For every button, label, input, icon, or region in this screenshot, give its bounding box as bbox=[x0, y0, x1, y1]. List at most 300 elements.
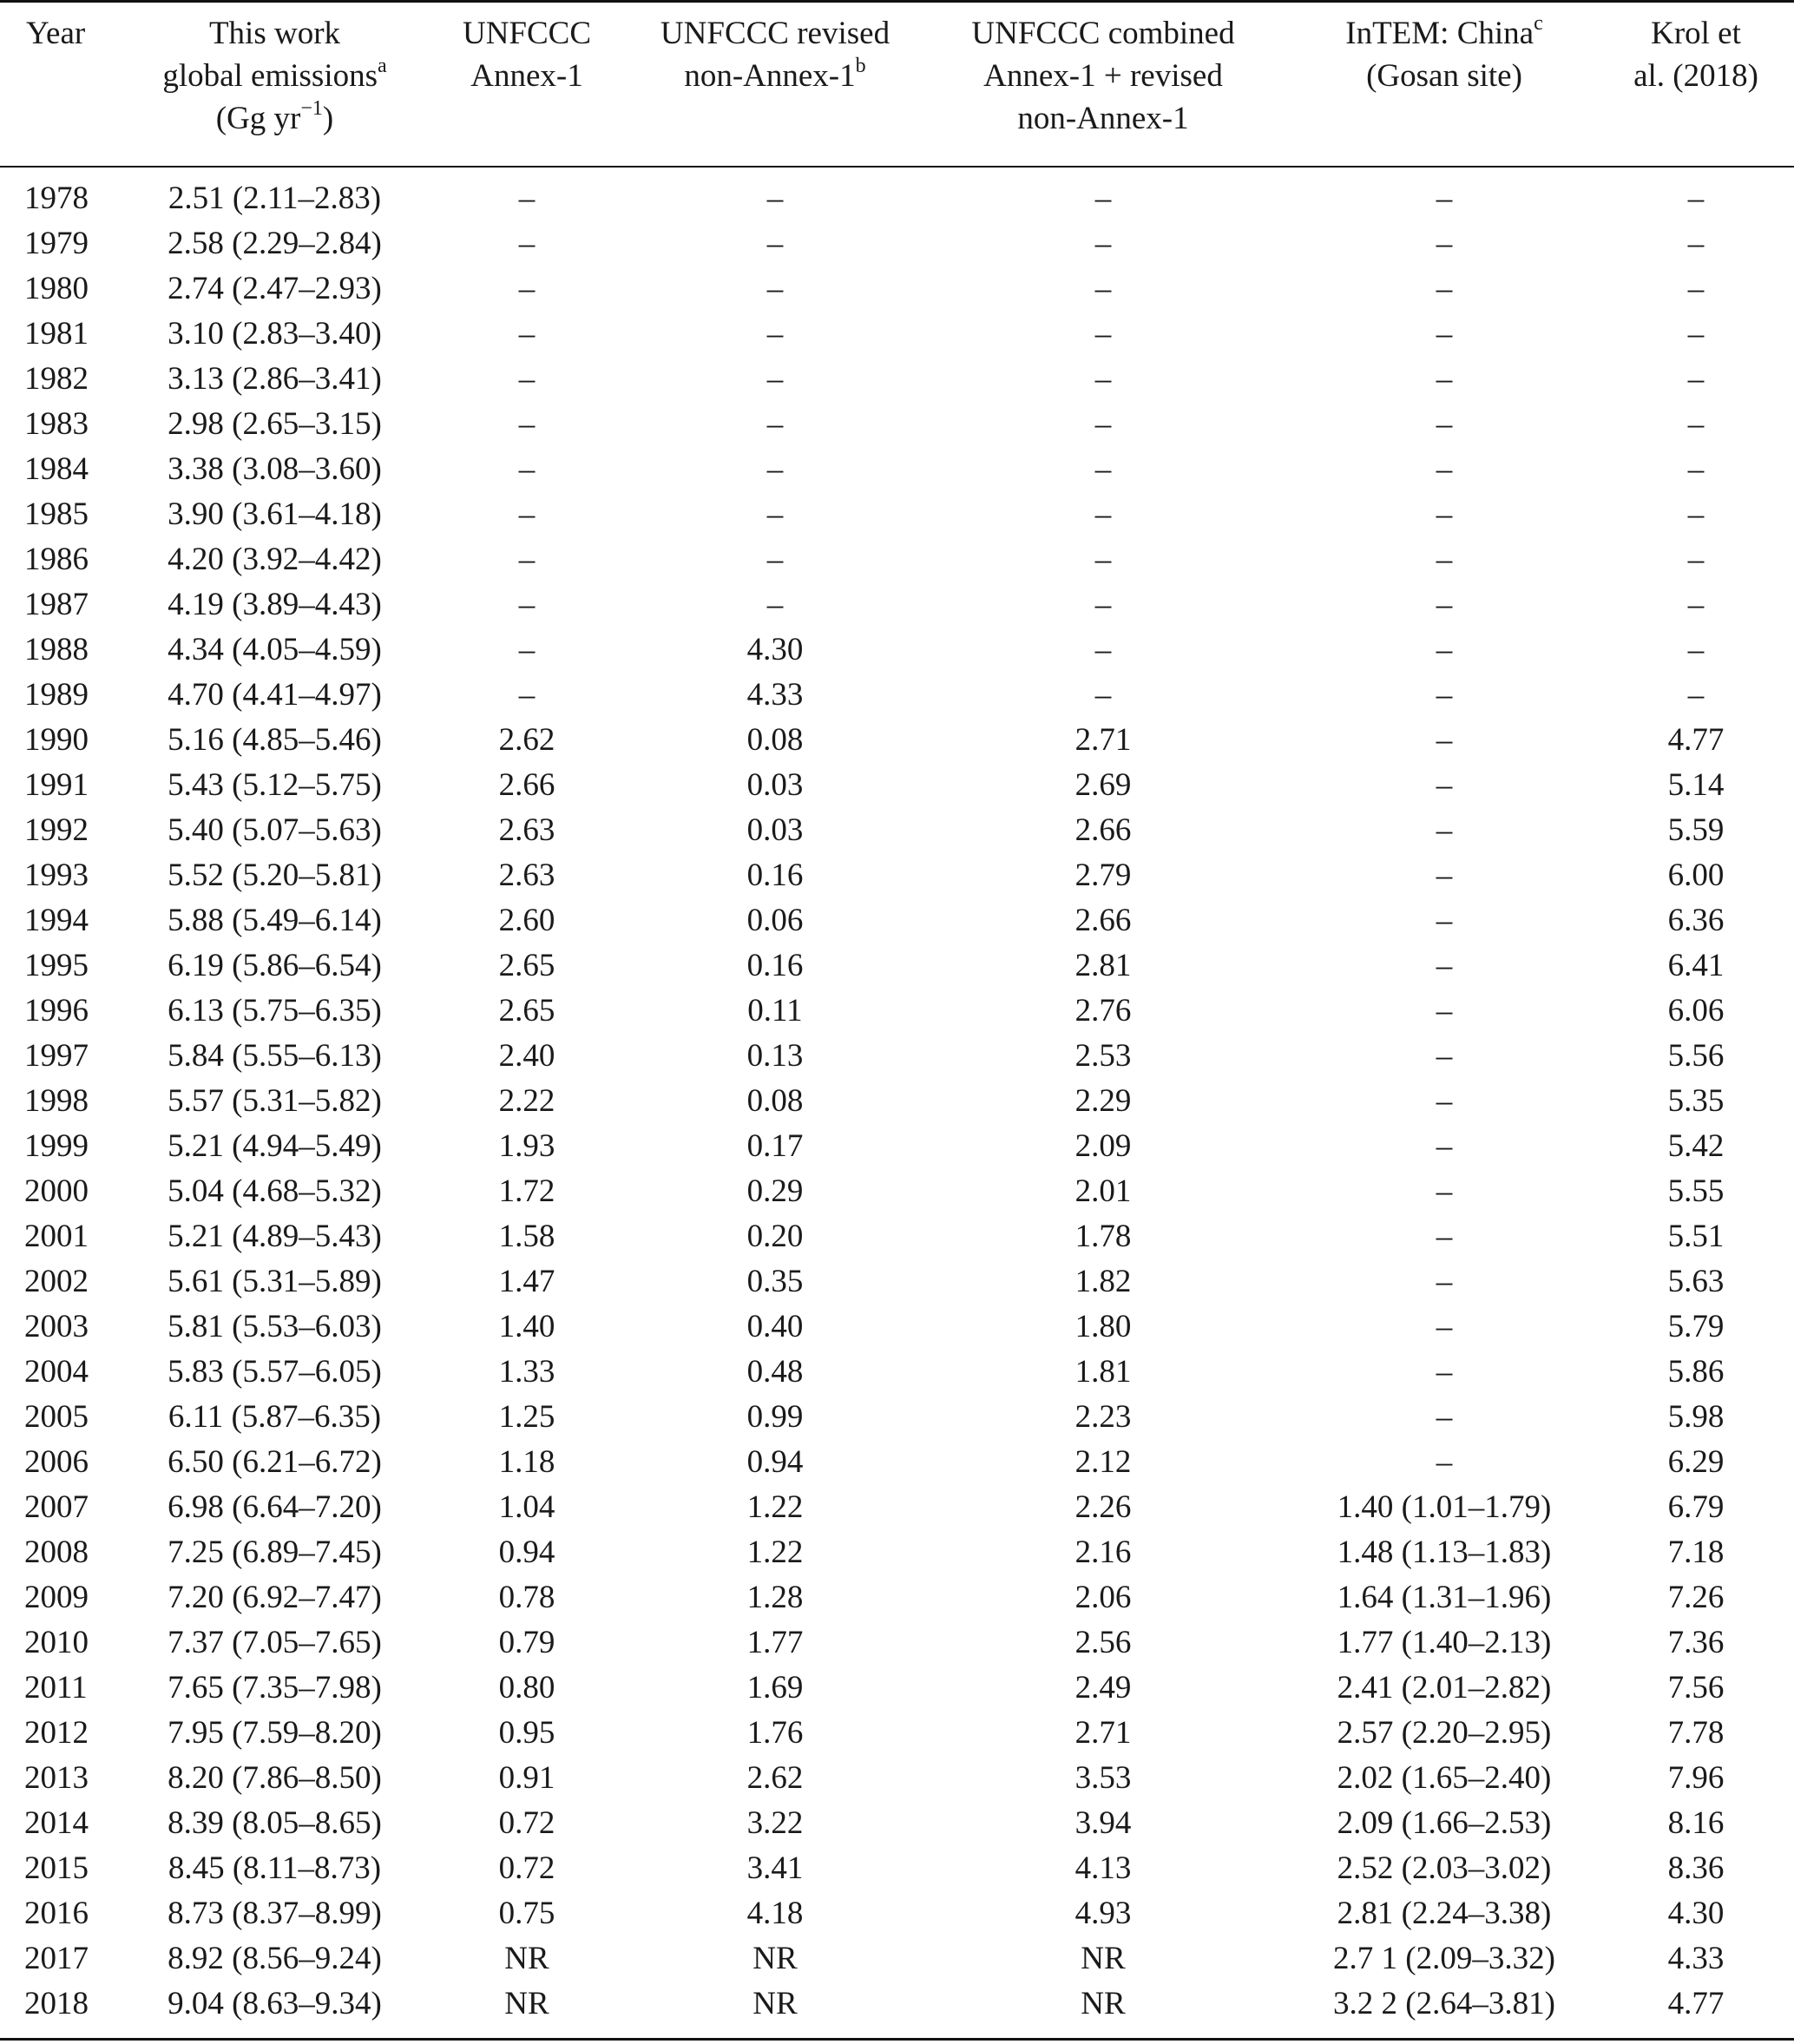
cell-global-emissions: 5.81 (5.53–6.03) bbox=[168, 1309, 382, 1344]
cell-intem-china: – bbox=[1436, 948, 1453, 983]
cell-combined: 3.94 bbox=[1074, 1805, 1132, 1841]
cell-non-annex1: 1.76 bbox=[746, 1715, 804, 1751]
cell-krol: – bbox=[1687, 406, 1705, 442]
cell-krol: 5.55 bbox=[1667, 1173, 1725, 1209]
cell-year: 1983 bbox=[24, 406, 89, 442]
cell-combined: – bbox=[1094, 542, 1112, 577]
cell-year: 2013 bbox=[24, 1760, 89, 1796]
header-intem-line-1 bbox=[1291, 12, 1598, 55]
cell-non-annex1: 3.22 bbox=[746, 1805, 804, 1841]
cell-global-emissions: 5.21 (4.94–5.49) bbox=[168, 1128, 382, 1164]
cell-year: 2010 bbox=[24, 1625, 89, 1660]
cell-annex1: – bbox=[518, 361, 536, 397]
cell-global-emissions: 7.20 (6.92–7.47) bbox=[168, 1580, 382, 1615]
cell-intem-china: – bbox=[1436, 181, 1453, 216]
table-row bbox=[0, 1530, 1794, 1575]
header-nonannex-line-2-text: non-Annex-1 bbox=[684, 58, 856, 94]
cell-krol: – bbox=[1687, 587, 1705, 622]
cell-krol: – bbox=[1687, 181, 1705, 216]
cell-annex1: 0.75 bbox=[498, 1896, 555, 1931]
header-combined-line-1: UNFCCC combined bbox=[971, 16, 1235, 51]
cell-combined: 3.53 bbox=[1074, 1760, 1132, 1796]
cell-year: 2008 bbox=[24, 1535, 89, 1570]
cell-intem-china: – bbox=[1436, 677, 1453, 713]
cell-non-annex1: 4.18 bbox=[746, 1896, 804, 1931]
cell-combined: 2.01 bbox=[1074, 1173, 1132, 1209]
cell-non-annex1: – bbox=[766, 316, 784, 352]
cell-non-annex1: 1.22 bbox=[746, 1535, 804, 1570]
cell-year: 1990 bbox=[24, 722, 89, 758]
cell-combined: 2.06 bbox=[1074, 1580, 1132, 1615]
cell-non-annex1: 1.22 bbox=[746, 1489, 804, 1525]
table-row bbox=[0, 1440, 1794, 1485]
cell-intem-china: – bbox=[1436, 1173, 1453, 1209]
table-row bbox=[0, 582, 1794, 628]
cell-combined: 2.16 bbox=[1074, 1535, 1132, 1570]
table-row bbox=[0, 1575, 1794, 1620]
cell-annex1: 2.60 bbox=[498, 903, 555, 938]
cell-krol: 6.00 bbox=[1667, 858, 1725, 893]
cell-global-emissions: 8.20 (7.86–8.50) bbox=[168, 1760, 382, 1796]
cell-global-emissions: 8.45 (8.11–8.73) bbox=[168, 1850, 382, 1886]
footnote-marker-c: c bbox=[1534, 11, 1543, 35]
cell-year: 1999 bbox=[24, 1128, 89, 1164]
cell-combined: – bbox=[1094, 406, 1112, 442]
cell-year: 1978 bbox=[24, 181, 89, 216]
cell-annex1: 0.91 bbox=[498, 1760, 555, 1796]
cell-krol: 4.77 bbox=[1667, 1986, 1725, 2021]
table-row bbox=[0, 312, 1794, 357]
cell-intem-china: 1.40 (1.01–1.79) bbox=[1337, 1489, 1552, 1525]
header-combined-line-2: Annex-1 + revised bbox=[983, 58, 1223, 94]
cell-combined: 2.71 bbox=[1074, 722, 1132, 758]
cell-annex1: 1.40 bbox=[498, 1309, 555, 1344]
header-intem-line-1-text: InTEM: China bbox=[1345, 16, 1534, 51]
cell-combined: 2.81 bbox=[1074, 948, 1132, 983]
cell-non-annex1: 0.03 bbox=[746, 812, 804, 848]
header-global-line-2 bbox=[130, 55, 419, 97]
header-krol bbox=[1598, 0, 1794, 166]
cell-annex1: 2.63 bbox=[498, 858, 555, 893]
cell-global-emissions: 6.11 (5.87–6.35) bbox=[168, 1399, 382, 1435]
cell-combined: 1.80 bbox=[1074, 1309, 1132, 1344]
cell-global-emissions: 7.25 (6.89–7.45) bbox=[168, 1535, 382, 1570]
cell-annex1: 0.80 bbox=[498, 1670, 555, 1706]
cell-year: 2002 bbox=[24, 1264, 89, 1299]
cell-krol: 6.36 bbox=[1667, 903, 1725, 938]
table-body bbox=[0, 166, 1794, 2027]
cell-year: 2017 bbox=[24, 1941, 89, 1976]
cell-year: 1997 bbox=[24, 1038, 89, 1074]
cell-krol: 5.98 bbox=[1667, 1399, 1725, 1435]
table-row bbox=[0, 402, 1794, 447]
cell-intem-china: – bbox=[1436, 858, 1453, 893]
header-combined-line-3: non-Annex-1 bbox=[1017, 101, 1189, 136]
table-row bbox=[0, 1846, 1794, 1891]
cell-krol: 5.42 bbox=[1667, 1128, 1725, 1164]
cell-intem-china: – bbox=[1436, 1444, 1453, 1480]
cell-year: 2009 bbox=[24, 1580, 89, 1615]
cell-global-emissions: 6.50 (6.21–6.72) bbox=[168, 1444, 382, 1480]
table-row bbox=[0, 808, 1794, 853]
cell-combined: – bbox=[1094, 181, 1112, 216]
cell-annex1: 0.72 bbox=[498, 1850, 555, 1886]
cell-non-annex1: 0.99 bbox=[746, 1399, 804, 1435]
cell-global-emissions: 3.38 (3.08–3.60) bbox=[168, 451, 382, 487]
cell-krol: 5.51 bbox=[1667, 1219, 1725, 1254]
table-row bbox=[0, 943, 1794, 989]
cell-global-emissions: 5.57 (5.31–5.82) bbox=[168, 1083, 382, 1119]
cell-year: 1988 bbox=[24, 632, 89, 667]
cell-year: 1993 bbox=[24, 858, 89, 893]
cell-krol: 5.14 bbox=[1667, 767, 1725, 803]
cell-combined: 1.81 bbox=[1074, 1354, 1132, 1390]
cell-krol: 4.33 bbox=[1667, 1941, 1725, 1976]
table-row bbox=[0, 1079, 1794, 1124]
table-row bbox=[0, 166, 1794, 221]
cell-non-annex1: 0.06 bbox=[746, 903, 804, 938]
cell-annex1: 2.65 bbox=[498, 948, 555, 983]
header-annex1-line-1: UNFCCC bbox=[462, 16, 592, 51]
cell-global-emissions: 4.20 (3.92–4.42) bbox=[168, 542, 382, 577]
cell-non-annex1: – bbox=[766, 587, 784, 622]
table-row bbox=[0, 266, 1794, 312]
cell-krol: 8.36 bbox=[1667, 1850, 1725, 1886]
cell-non-annex1: 0.35 bbox=[746, 1264, 804, 1299]
cell-annex1: 0.78 bbox=[498, 1580, 555, 1615]
cell-global-emissions: 4.19 (3.89–4.43) bbox=[168, 587, 382, 622]
cell-krol: – bbox=[1687, 632, 1705, 667]
cell-krol: 4.77 bbox=[1667, 722, 1725, 758]
cell-global-emissions: 6.13 (5.75–6.35) bbox=[168, 993, 382, 1029]
cell-combined: 2.76 bbox=[1074, 993, 1132, 1029]
cell-combined: – bbox=[1094, 632, 1112, 667]
cell-intem-china: – bbox=[1436, 406, 1453, 442]
header-annex1-line-2: Annex-1 bbox=[470, 58, 583, 94]
cell-non-annex1: 1.69 bbox=[746, 1670, 804, 1706]
header-global-emissions bbox=[130, 0, 419, 166]
header-row bbox=[0, 0, 1794, 166]
cell-year: 2004 bbox=[24, 1354, 89, 1390]
cell-krol: – bbox=[1687, 361, 1705, 397]
table-row bbox=[0, 1666, 1794, 1711]
cell-non-annex1: – bbox=[766, 271, 784, 306]
cell-annex1: 2.62 bbox=[498, 722, 555, 758]
cell-year: 1985 bbox=[24, 496, 89, 532]
cell-intem-china: 2.57 (2.20–2.95) bbox=[1337, 1715, 1552, 1751]
cell-intem-china: – bbox=[1436, 226, 1453, 261]
cell-global-emissions: 5.21 (4.89–5.43) bbox=[168, 1219, 382, 1254]
cell-year: 2006 bbox=[24, 1444, 89, 1480]
bottom-rule bbox=[0, 2038, 1794, 2041]
cell-krol: 5.63 bbox=[1667, 1264, 1725, 1299]
header-global-line-2-text: global emissions bbox=[162, 58, 378, 94]
cell-annex1: – bbox=[518, 406, 536, 442]
table-row bbox=[0, 1936, 1794, 1982]
cell-intem-china: – bbox=[1436, 1128, 1453, 1164]
cell-global-emissions: 7.37 (7.05–7.65) bbox=[168, 1625, 382, 1660]
cell-krol: – bbox=[1687, 542, 1705, 577]
table-row bbox=[0, 1711, 1794, 1756]
cell-annex1: – bbox=[518, 316, 536, 352]
cell-krol: – bbox=[1687, 451, 1705, 487]
cell-annex1: NR bbox=[504, 1941, 549, 1976]
cell-krol: 6.29 bbox=[1667, 1444, 1725, 1480]
cell-non-annex1: 0.13 bbox=[746, 1038, 804, 1074]
cell-year: 1986 bbox=[24, 542, 89, 577]
cell-global-emissions: 5.61 (5.31–5.89) bbox=[168, 1264, 382, 1299]
cell-intem-china: – bbox=[1436, 812, 1453, 848]
footnote-marker-a: a bbox=[378, 54, 387, 77]
cell-year: 1984 bbox=[24, 451, 89, 487]
cell-year: 1989 bbox=[24, 677, 89, 713]
cell-krol: 8.16 bbox=[1667, 1805, 1725, 1841]
cell-combined: 4.93 bbox=[1074, 1896, 1132, 1931]
cell-krol: 7.78 bbox=[1667, 1715, 1725, 1751]
table-row bbox=[0, 1214, 1794, 1259]
cell-non-annex1: 0.16 bbox=[746, 858, 804, 893]
cell-combined: 2.69 bbox=[1074, 767, 1132, 803]
cell-annex1: NR bbox=[504, 1986, 549, 2021]
cell-non-annex1: NR bbox=[752, 1986, 798, 2021]
cell-year: 1987 bbox=[24, 587, 89, 622]
cell-year: 1995 bbox=[24, 948, 89, 983]
cell-global-emissions: 3.10 (2.83–3.40) bbox=[168, 316, 382, 352]
table-row bbox=[0, 989, 1794, 1034]
cell-intem-china: – bbox=[1436, 993, 1453, 1029]
cell-krol: – bbox=[1687, 677, 1705, 713]
cell-global-emissions: 7.95 (7.59–8.20) bbox=[168, 1715, 382, 1751]
cell-krol: 5.86 bbox=[1667, 1354, 1725, 1390]
table-row bbox=[0, 447, 1794, 492]
header-global-unit bbox=[130, 97, 419, 140]
cell-year: 2018 bbox=[24, 1986, 89, 2021]
cell-global-emissions: 3.90 (3.61–4.18) bbox=[168, 496, 382, 532]
table-row bbox=[0, 1395, 1794, 1440]
cell-combined: 2.71 bbox=[1074, 1715, 1132, 1751]
cell-non-annex1: 4.33 bbox=[746, 677, 804, 713]
cell-year: 2001 bbox=[24, 1219, 89, 1254]
cell-intem-china: – bbox=[1436, 271, 1453, 306]
table-row bbox=[0, 1891, 1794, 1936]
cell-annex1: 1.18 bbox=[498, 1444, 555, 1480]
header-combined bbox=[916, 0, 1291, 166]
cell-global-emissions: 8.92 (8.56–9.24) bbox=[168, 1941, 382, 1976]
cell-non-annex1: 2.62 bbox=[746, 1760, 804, 1796]
cell-intem-china: – bbox=[1436, 1038, 1453, 1074]
cell-year: 1981 bbox=[24, 316, 89, 352]
cell-year: 2016 bbox=[24, 1896, 89, 1931]
cell-krol: 7.26 bbox=[1667, 1580, 1725, 1615]
table-header bbox=[0, 0, 1794, 166]
cell-intem-china: – bbox=[1436, 451, 1453, 487]
cell-year: 2007 bbox=[24, 1489, 89, 1525]
cell-global-emissions: 6.98 (6.64–7.20) bbox=[168, 1489, 382, 1525]
cell-intem-china: – bbox=[1436, 1309, 1453, 1344]
cell-global-emissions: 2.58 (2.29–2.84) bbox=[168, 226, 382, 261]
cell-intem-china: 3.2 2 (2.64–3.81) bbox=[1333, 1986, 1555, 2021]
cell-krol: – bbox=[1687, 496, 1705, 532]
cell-global-emissions: 5.04 (4.68–5.32) bbox=[168, 1173, 382, 1209]
cell-combined: – bbox=[1094, 316, 1112, 352]
cell-global-emissions: 2.74 (2.47–2.93) bbox=[168, 271, 382, 306]
cell-global-emissions: 6.19 (5.86–6.54) bbox=[168, 948, 382, 983]
table-row bbox=[0, 1982, 1794, 2027]
cell-intem-china: – bbox=[1436, 722, 1453, 758]
cell-intem-china: – bbox=[1436, 587, 1453, 622]
cell-global-emissions: 2.51 (2.11–2.83) bbox=[168, 181, 382, 216]
table-row bbox=[0, 1620, 1794, 1666]
cell-non-annex1: – bbox=[766, 361, 784, 397]
cell-global-emissions: 7.65 (7.35–7.98) bbox=[168, 1670, 382, 1706]
table-row bbox=[0, 718, 1794, 763]
cell-combined: 2.49 bbox=[1074, 1670, 1132, 1706]
table-row bbox=[0, 1801, 1794, 1846]
cell-year: 2014 bbox=[24, 1805, 89, 1841]
cell-krol: 5.59 bbox=[1667, 812, 1725, 848]
header-global-unit-exponent: −1 bbox=[300, 96, 323, 120]
table-row bbox=[0, 1169, 1794, 1214]
cell-global-emissions: 2.98 (2.65–3.15) bbox=[168, 406, 382, 442]
cell-annex1: 1.33 bbox=[498, 1354, 555, 1390]
cell-intem-china: 2.81 (2.24–3.38) bbox=[1337, 1896, 1552, 1931]
cell-non-annex1: 0.40 bbox=[746, 1309, 804, 1344]
cell-combined: 2.79 bbox=[1074, 858, 1132, 893]
cell-combined: – bbox=[1094, 587, 1112, 622]
cell-global-emissions: 8.39 (8.05–8.65) bbox=[168, 1805, 382, 1841]
cell-intem-china: – bbox=[1436, 1083, 1453, 1119]
cell-intem-china: – bbox=[1436, 361, 1453, 397]
cell-annex1: – bbox=[518, 451, 536, 487]
cell-non-annex1: – bbox=[766, 451, 784, 487]
cell-global-emissions: 5.40 (5.07–5.63) bbox=[168, 812, 382, 848]
cell-non-annex1: 0.17 bbox=[746, 1128, 804, 1164]
cell-annex1: – bbox=[518, 542, 536, 577]
cell-intem-china: – bbox=[1436, 316, 1453, 352]
cell-combined: – bbox=[1094, 451, 1112, 487]
header-intem-line-2: (Gosan site) bbox=[1366, 58, 1522, 94]
cell-combined: 4.13 bbox=[1074, 1850, 1132, 1886]
cell-intem-china: – bbox=[1436, 632, 1453, 667]
cell-annex1: 2.40 bbox=[498, 1038, 555, 1074]
cell-year: 1998 bbox=[24, 1083, 89, 1119]
header-annex1 bbox=[419, 0, 634, 166]
cell-annex1: – bbox=[518, 677, 536, 713]
table-row bbox=[0, 1305, 1794, 1350]
cell-combined: NR bbox=[1081, 1941, 1126, 1976]
cell-global-emissions: 5.84 (5.55–6.13) bbox=[168, 1038, 382, 1074]
cell-combined: 2.53 bbox=[1074, 1038, 1132, 1074]
header-non-annex1 bbox=[634, 0, 916, 166]
cell-non-annex1: 3.41 bbox=[746, 1850, 804, 1886]
cell-intem-china: – bbox=[1436, 542, 1453, 577]
cell-annex1: 1.04 bbox=[498, 1489, 555, 1525]
cell-non-annex1: 1.77 bbox=[746, 1625, 804, 1660]
cell-annex1: 1.72 bbox=[498, 1173, 555, 1209]
cell-krol: – bbox=[1687, 316, 1705, 352]
cell-krol: 6.79 bbox=[1667, 1489, 1725, 1525]
table-row bbox=[0, 537, 1794, 582]
cell-year: 1991 bbox=[24, 767, 89, 803]
cell-combined: 2.66 bbox=[1074, 812, 1132, 848]
cell-annex1: 0.72 bbox=[498, 1805, 555, 1841]
header-nonannex-line-2 bbox=[634, 55, 916, 97]
cell-intem-china: 2.09 (1.66–2.53) bbox=[1337, 1805, 1552, 1841]
cell-non-annex1: 0.29 bbox=[746, 1173, 804, 1209]
cell-annex1: – bbox=[518, 587, 536, 622]
cell-krol: 7.18 bbox=[1667, 1535, 1725, 1570]
cell-combined: 2.66 bbox=[1074, 903, 1132, 938]
cell-intem-china: – bbox=[1436, 1219, 1453, 1254]
cell-combined: 1.82 bbox=[1074, 1264, 1132, 1299]
header-year bbox=[0, 0, 130, 166]
cell-krol: 7.56 bbox=[1667, 1670, 1725, 1706]
cell-non-annex1: 0.48 bbox=[746, 1354, 804, 1390]
cell-krol: 4.30 bbox=[1667, 1896, 1725, 1931]
cell-global-emissions: 5.88 (5.49–6.14) bbox=[168, 903, 382, 938]
cell-year: 1992 bbox=[24, 812, 89, 848]
cell-annex1: – bbox=[518, 271, 536, 306]
cell-annex1: 2.66 bbox=[498, 767, 555, 803]
cell-intem-china: – bbox=[1436, 1399, 1453, 1435]
table-row bbox=[0, 898, 1794, 943]
cell-intem-china: 1.77 (1.40–2.13) bbox=[1337, 1625, 1552, 1660]
cell-non-annex1: 0.03 bbox=[746, 767, 804, 803]
table-row bbox=[0, 673, 1794, 718]
cell-global-emissions: 3.13 (2.86–3.41) bbox=[168, 361, 382, 397]
cell-non-annex1: – bbox=[766, 181, 784, 216]
cell-global-emissions: 5.16 (4.85–5.46) bbox=[168, 722, 382, 758]
table-row bbox=[0, 763, 1794, 808]
footnote-marker-b: b bbox=[855, 54, 866, 77]
cell-krol: 6.06 bbox=[1667, 993, 1725, 1029]
table-row bbox=[0, 492, 1794, 537]
table-row bbox=[0, 628, 1794, 673]
cell-annex1: – bbox=[518, 496, 536, 532]
cell-combined: 2.12 bbox=[1074, 1444, 1132, 1480]
table-row bbox=[0, 1350, 1794, 1395]
cell-year: 1996 bbox=[24, 993, 89, 1029]
header-global-unit-close: ) bbox=[322, 101, 334, 136]
cell-global-emissions: 5.43 (5.12–5.75) bbox=[168, 767, 382, 803]
cell-year: 1979 bbox=[24, 226, 89, 261]
cell-annex1: 0.95 bbox=[498, 1715, 555, 1751]
cell-annex1: 1.93 bbox=[498, 1128, 555, 1164]
cell-intem-china: – bbox=[1436, 903, 1453, 938]
table-row bbox=[0, 1124, 1794, 1169]
cell-year: 2012 bbox=[24, 1715, 89, 1751]
cell-intem-china: – bbox=[1436, 1354, 1453, 1390]
cell-annex1: 0.79 bbox=[498, 1625, 555, 1660]
cell-non-annex1: 0.20 bbox=[746, 1219, 804, 1254]
cell-non-annex1: – bbox=[766, 226, 784, 261]
cell-intem-china: – bbox=[1436, 1264, 1453, 1299]
cell-year: 2003 bbox=[24, 1309, 89, 1344]
cell-combined: 2.29 bbox=[1074, 1083, 1132, 1119]
cell-annex1: 2.65 bbox=[498, 993, 555, 1029]
cell-intem-china: 2.41 (2.01–2.82) bbox=[1337, 1670, 1552, 1706]
cell-year: 2015 bbox=[24, 1850, 89, 1886]
cell-krol: – bbox=[1687, 271, 1705, 306]
table-row bbox=[0, 357, 1794, 402]
cell-annex1: 2.22 bbox=[498, 1083, 555, 1119]
cell-year: 2005 bbox=[24, 1399, 89, 1435]
cell-non-annex1: – bbox=[766, 496, 784, 532]
cell-intem-china: 1.64 (1.31–1.96) bbox=[1337, 1580, 1552, 1615]
cell-global-emissions: 4.70 (4.41–4.97) bbox=[168, 677, 382, 713]
cell-non-annex1: 4.30 bbox=[746, 632, 804, 667]
cell-intem-china: 2.52 (2.03–3.02) bbox=[1337, 1850, 1552, 1886]
